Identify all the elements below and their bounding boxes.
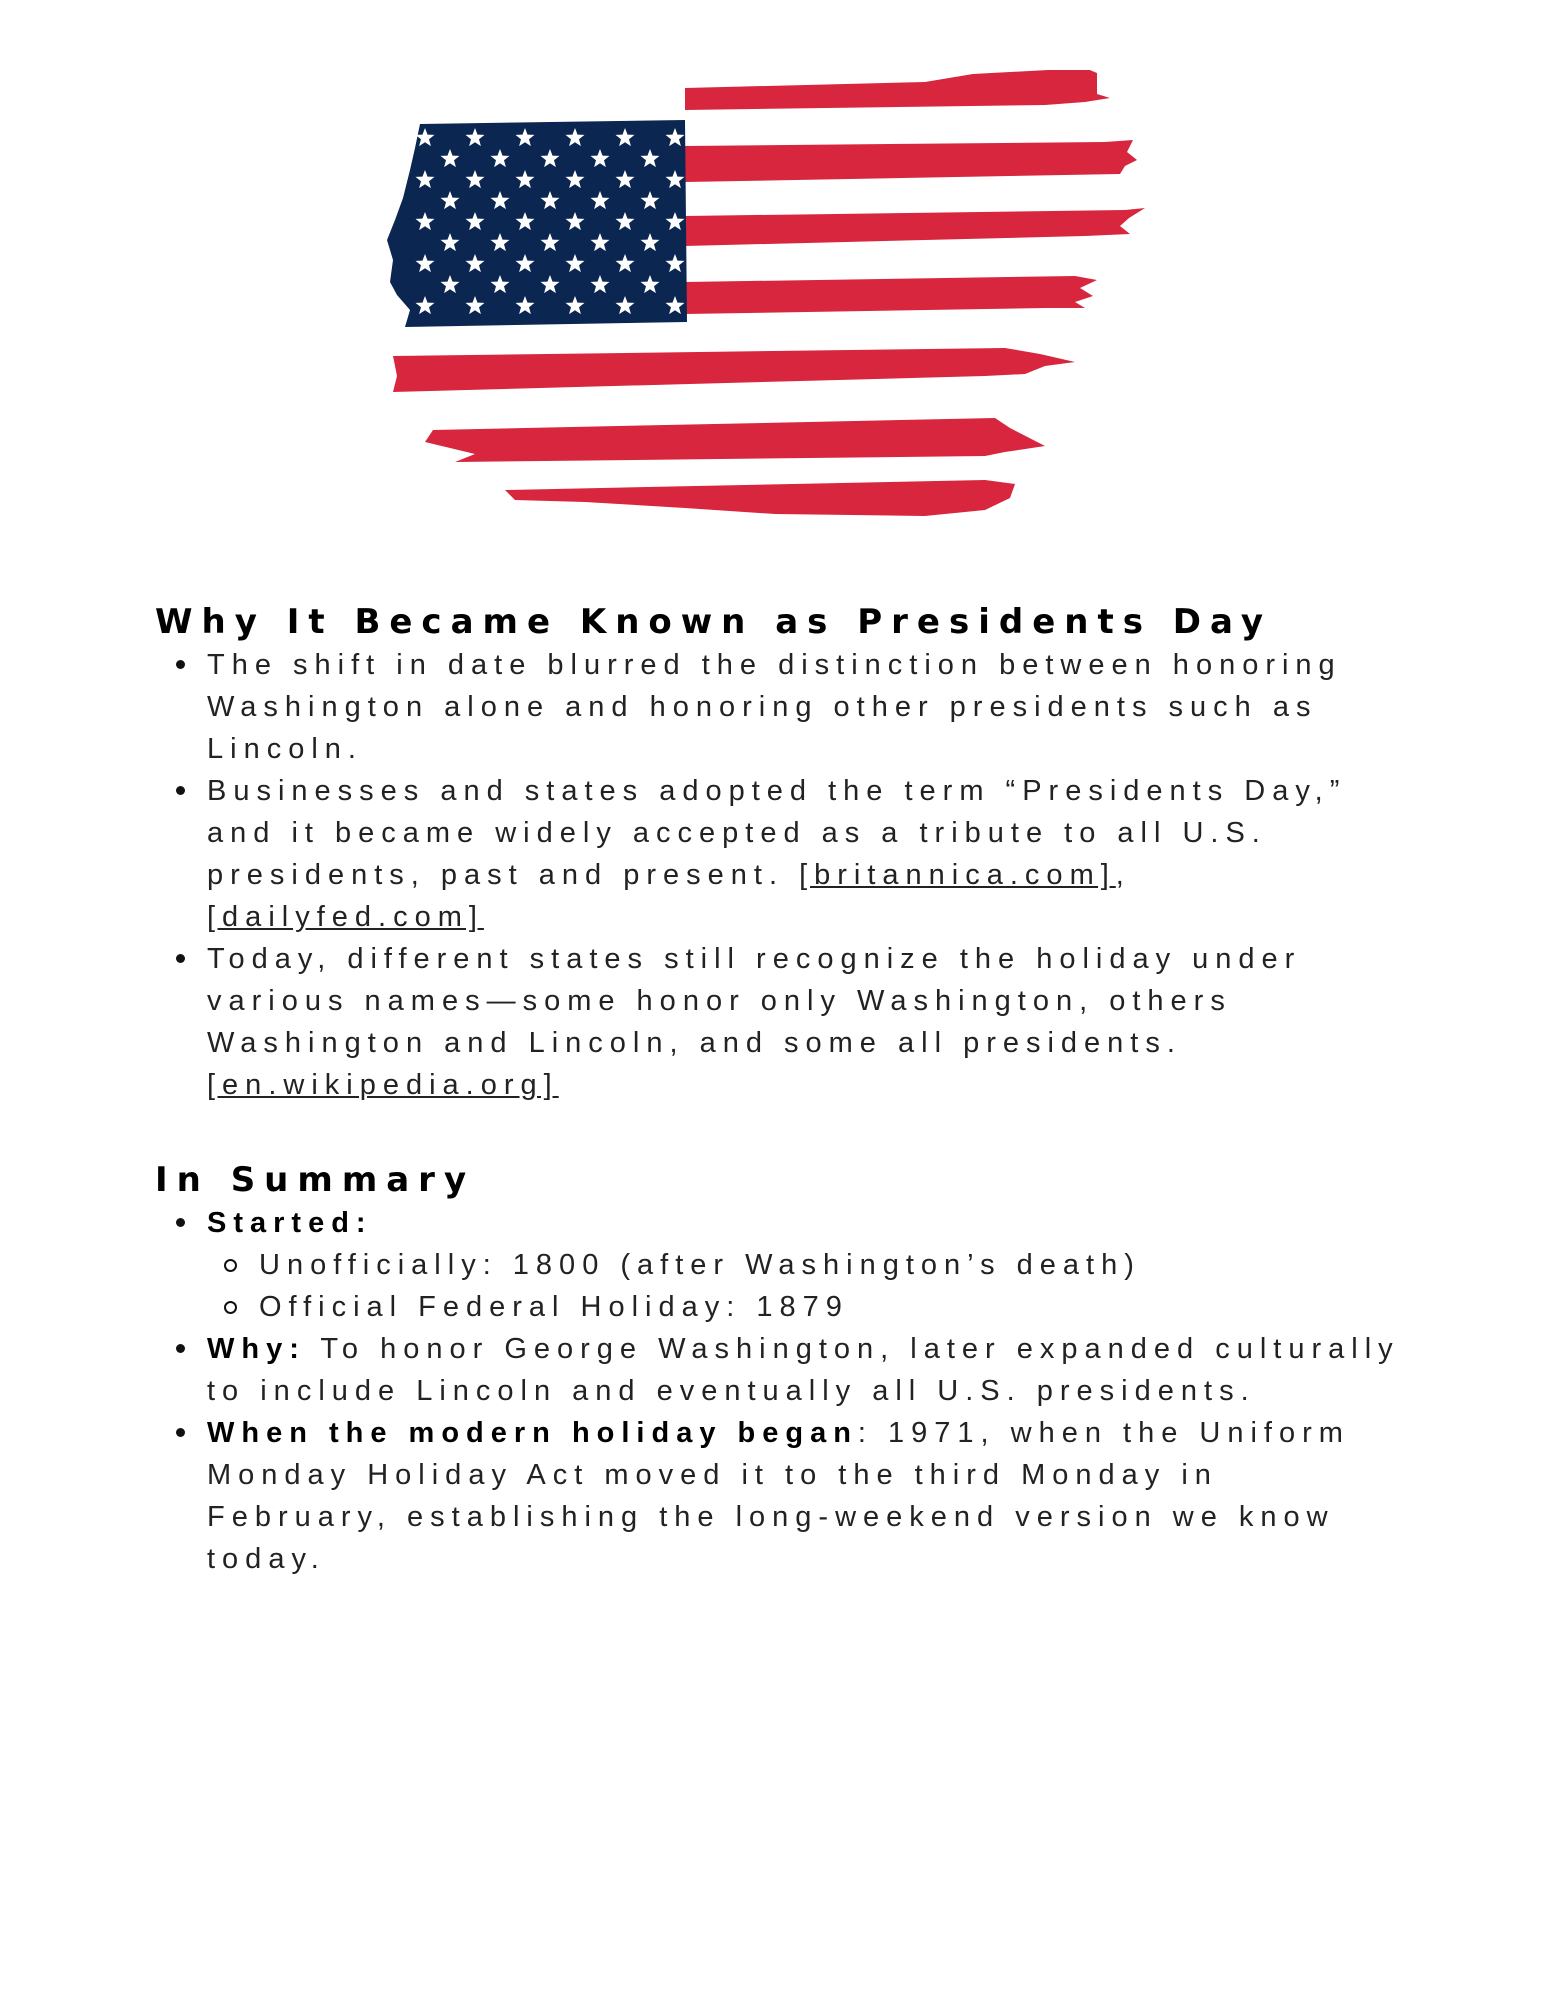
why-label: Why: xyxy=(207,1333,306,1365)
flag-stripe-5 xyxy=(393,348,1075,392)
sub-list-item: Unofficially: 1800 (after Washington’s death) xyxy=(207,1244,1405,1286)
section-heading-presidents-day: Why It Became Known as Presidents Day xyxy=(155,602,1273,642)
flag-svg xyxy=(385,70,1165,530)
flag-illustration xyxy=(385,70,1165,530)
list-item: The shift in date blurred the distinction between honoring Washington alone and honoring other presidents such as Lincoln. xyxy=(155,644,1405,770)
sub-list-item: Official Federal Holiday: 1879 xyxy=(207,1286,1405,1328)
flag-stripe-3 xyxy=(685,208,1145,246)
flag-stripe-2 xyxy=(685,140,1137,182)
flag-canton xyxy=(387,120,687,327)
document-body xyxy=(155,600,1405,1580)
flag-stripe-6 xyxy=(425,418,1045,462)
flag-stripe-7 xyxy=(505,480,1015,516)
presidents-day-list xyxy=(155,644,1405,1106)
modern-label: When the modern holiday began xyxy=(207,1417,858,1449)
list-item: Businesses and states adopted the term “Presidents Day,” and it became widely accepted as a tribute to all U.S. presidents, past and present. [britannica.com], [dailyfed.com] xyxy=(155,770,1405,938)
started-label: Started: xyxy=(207,1207,373,1239)
summary-item-why: Why: To honor George Washington, later expanded culturally to include Lincoln and eventually all U.S. presidents. xyxy=(155,1328,1405,1412)
flag-stripe-1 xyxy=(685,70,1110,110)
flag-stripe-4 xyxy=(685,276,1097,314)
section-heading-summary: In Summary xyxy=(155,1160,476,1200)
summary-list xyxy=(155,1202,1405,1580)
source-link-dailyfed[interactable]: [dailyfed.com] xyxy=(207,901,484,933)
summary-item-started xyxy=(155,1202,1405,1328)
started-sublist xyxy=(207,1244,1405,1328)
summary-item-modern: When the modern holiday began: 1971, when the Uniform Monday Holiday Act moved it to the third Monday in February, establishing the long-weekend version we know today. xyxy=(155,1412,1405,1580)
source-link-wikipedia[interactable]: [en.wikipedia.org] xyxy=(207,1069,559,1101)
source-link-britannica[interactable]: [britannica.com] xyxy=(799,859,1116,891)
list-item: Today, different states still recognize the holiday under various names—some honor only Washington, others Washington and Lincoln, and some all presidents. [en.wikipedia.org] xyxy=(155,938,1405,1106)
